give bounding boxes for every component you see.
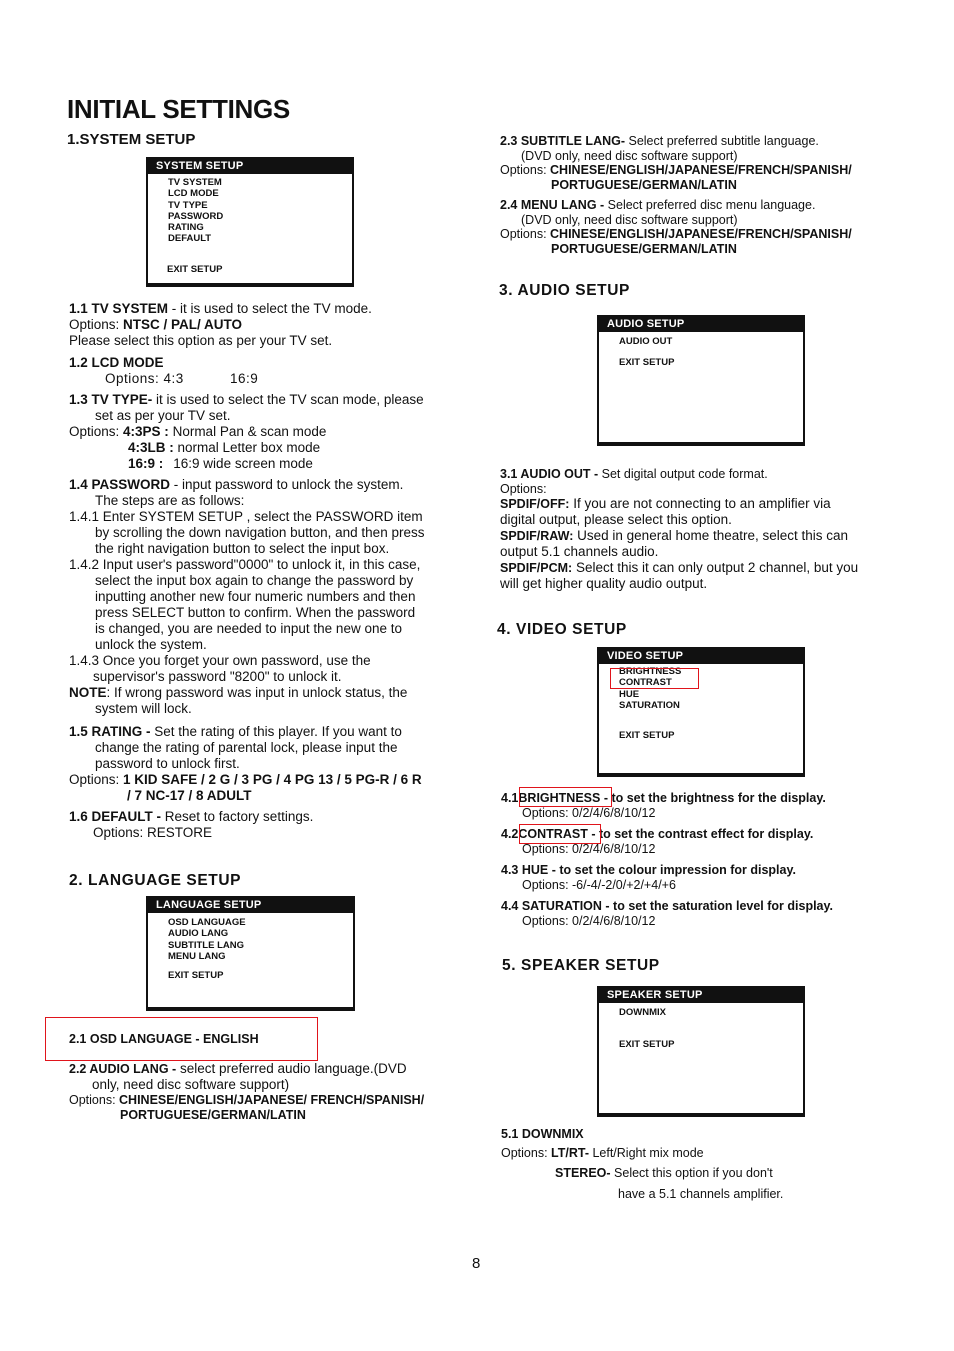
- system-setup-heading: 1.SYSTEM SETUP: [67, 131, 196, 148]
- osd-item: OSD LANGUAGE: [168, 917, 246, 928]
- highlight-box: [519, 787, 612, 807]
- osd-item: DOWNMIX: [619, 1007, 666, 1018]
- audio-lang-section: 2.2 AUDIO LANG - select preferred audio language.(DVD only, need disc software support) Options: CHINESE/ENGLISH/JAPANESE/ FRENCH/SPANISH/ PORTUGUESE/GERMAN/LATIN: [69, 1061, 425, 1122]
- osd-exit-item: EXIT SETUP: [167, 264, 223, 275]
- downmix-option-ltrt: Options: LT/RT- Left/Right mix mode: [501, 1146, 704, 1160]
- speaker-setup-osd: [597, 986, 805, 1117]
- password-section: 1.4 PASSWORD - input password to unlock the system. The steps are as follows: 1.4.1 Enter SYSTEM SETUP , select the PASSWORD item by scrolling the down navigation button, and then press the right navigation button to select the input box. 1.4.2 Input user's password"0000" to unlock it, in this case, select the input box again to change the password by inputting another new four numeric numbers and then press SELECT button to confirm. When the password is changed, you are needed to input the new one to unlock the system. 1.4.3 Once you forget your own password, use the supervisor's password "8200" to unlock it. NOTE: If wrong password was input in unlock status, the system will lock.: [69, 477, 425, 716]
- osd-item: AUDIO OUT: [619, 336, 673, 347]
- language-setup-heading: 2. LANGUAGE SETUP: [69, 872, 242, 889]
- default-section: 1.6 DEFAULT - Reset to factory settings. Options: RESTORE: [69, 809, 314, 840]
- osd-exit-item: EXIT SETUP: [619, 1039, 675, 1050]
- osd-item: CONTRAST: [619, 677, 672, 689]
- osd-item: SATURATION: [619, 699, 680, 711]
- menu-lang-section: 2.4 MENU LANG - Select preferred disc menu language. (DVD only, need disc software support) Options: CHINESE/ENGLISH/JAPANESE/FRENCH/SPANISH/ PORTUGUESE/GERMAN/LATIN: [500, 198, 852, 256]
- osd-item: SUBTITLE LANG: [168, 939, 244, 951]
- highlight-box: [610, 668, 699, 689]
- tv-system-options: Options: NTSC / PAL/ AUTO: [69, 317, 243, 332]
- video-setup-heading: 4. VIDEO SETUP: [497, 621, 627, 638]
- osd-language-line: 2.1 OSD LANGUAGE - ENGLISH: [69, 1032, 259, 1046]
- hue-section: 4.3 HUE - to set the colour impression for display. Options: -6/-4/-2/0/+2/+4/+6: [501, 863, 796, 892]
- tv-type-section: 1.3 TV TYPE- it is used to select the TV scan mode, please set as per your TV set. Options: 4:3PS : Normal Pan & scan mode 4:3LB : normal Letter box mode 16:9 : 16:9 wide screen mode: [69, 392, 424, 471]
- osd-title-bar: SPEAKER SETUP: [599, 986, 803, 1003]
- osd-title-bar: AUDIO SETUP: [599, 315, 803, 332]
- osd-item: BRIGHTNESS: [619, 666, 682, 677]
- page-number: 8: [472, 1255, 481, 1272]
- highlight-box: [519, 824, 601, 844]
- downmix-option-stereo: STEREO- Select this option if you don't: [555, 1166, 773, 1180]
- osd-item: MENU LANG: [168, 950, 226, 962]
- audio-setup-heading: 3. AUDIO SETUP: [499, 282, 630, 299]
- osd-menu-list: [168, 917, 246, 962]
- osd-item: HUE: [619, 688, 640, 700]
- osd-item: AUDIO LANG: [168, 928, 229, 940]
- osd-item: LCD MODE: [168, 188, 219, 200]
- audio-setup-osd: [597, 315, 805, 446]
- osd-menu-list: [168, 177, 223, 245]
- osd-item: TV SYSTEM: [168, 177, 222, 188]
- lcd-mode-head: 1.2 LCD MODE: [69, 355, 164, 370]
- audio-out-section: 3.1 AUDIO OUT - Set digital output code format. Options: SPDIF/OFF: If you are not connecting to an amplifier via digital output, please select this option. SPDIF/RAW: Used in general home theatre, select this can output 5.1 channels audio. SPDIF/PCM: Select this it can only output 2 channel, but you will get higher quality audio output.: [500, 467, 859, 591]
- downmix-option-stereo-cont: have a 5.1 channels amplifier.: [618, 1187, 784, 1201]
- osd-title-bar: LANGUAGE SETUP: [148, 896, 353, 913]
- osd-exit-item: EXIT SETUP: [619, 357, 675, 368]
- speaker-setup-heading: 5. SPEAKER SETUP: [502, 957, 660, 974]
- osd-exit-item: EXIT SETUP: [619, 730, 675, 741]
- lcd-mode-option-169: 16:9: [230, 371, 259, 386]
- osd-item: RATING: [168, 222, 204, 234]
- saturation-section: 4.4 SATURATION - to set the saturation level for display. Options: 0/2/4/6/8/10/12: [501, 899, 834, 928]
- tv-system-line: 1.1 TV SYSTEM - it is used to select the TV mode.: [69, 301, 372, 316]
- language-setup-osd: [146, 896, 355, 1011]
- osd-title-bar: SYSTEM SETUP: [148, 157, 352, 174]
- system-setup-body: [69, 301, 469, 349]
- subtitle-lang-section: 2.3 SUBTITLE LANG- Select preferred subtitle language. (DVD only, need disc software support) Options: CHINESE/ENGLISH/JAPANESE/FRENCH/SPANISH/ PORTUGUESE/GERMAN/LATIN: [500, 134, 852, 192]
- lcd-mode-option-43: Options: 4:3: [105, 371, 184, 386]
- osd-item: PASSWORD: [168, 210, 224, 222]
- contrast-section: 4.2CONTRAST - to set the contrast effect for display. Options: 0/2/4/6/8/10/12: [501, 827, 814, 856]
- video-setup-osd: [597, 647, 805, 777]
- page-title: INITIAL SETTINGS: [67, 94, 290, 124]
- rating-section: 1.5 RATING - Set the rating of this player. If you want to change the rating of parental lock, please input the password to unlock first. Options: 1 KID SAFE / 2 G / 3 PG / 4 PG 13 / 5 PG-R / 6 R / 7 NC-17 / 8 ADULT: [69, 724, 422, 803]
- downmix-head: 5.1 DOWNMIX: [501, 1127, 584, 1141]
- tv-system-note: Please select this option as per your TV set.: [69, 333, 333, 348]
- system-setup-osd: [146, 157, 354, 287]
- osd-item: TV TYPE: [168, 199, 208, 211]
- osd-exit-item: EXIT SETUP: [168, 970, 224, 981]
- osd-item: DEFAULT: [168, 233, 212, 245]
- brightness-section: 4.1BRIGHTNESS - to set the brightness for the display. Options: 0/2/4/6/8/10/12: [501, 791, 826, 820]
- osd-title-bar: VIDEO SETUP: [599, 647, 803, 664]
